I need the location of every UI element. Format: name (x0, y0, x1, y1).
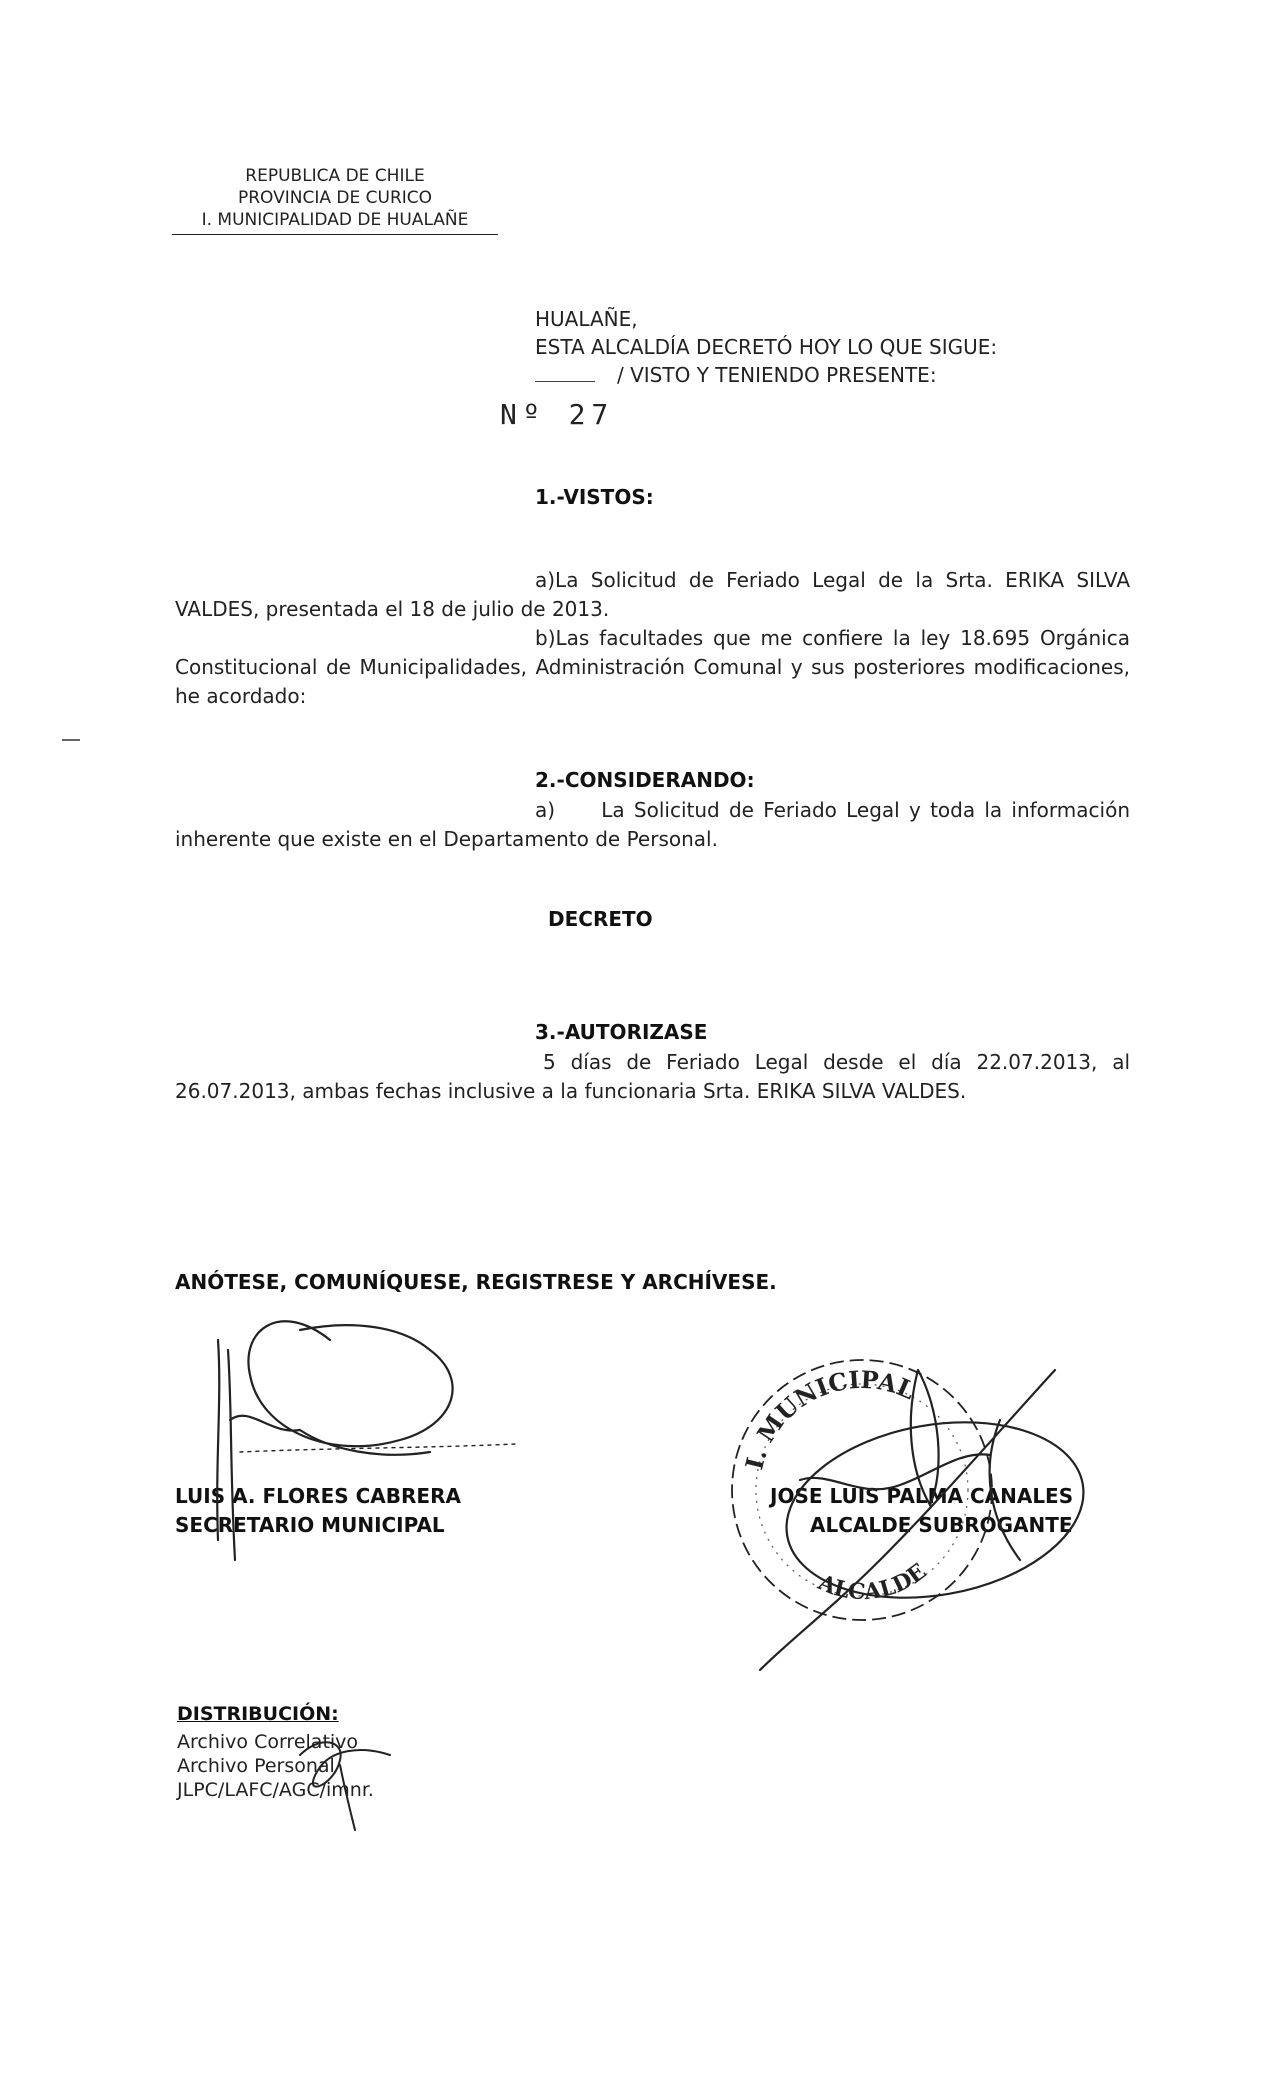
left-signatory-title: SECRETARIO MUNICIPAL (175, 1513, 445, 1537)
autorizase-text-start: 5 días de Feriado Legal desde el día 22.07.2013, al (543, 1050, 1130, 1074)
decree-number: Nº 27 (500, 398, 615, 431)
distribution-item: Archivo Correlativo (177, 1731, 359, 1753)
autorizase-heading: 3.-AUTORIZASE (535, 1020, 708, 1044)
vistos-b-paragraph (175, 624, 1130, 711)
left-signatory (175, 1482, 461, 1540)
left-signatory-name: LUIS A. FLORES CABRERA (175, 1484, 461, 1508)
visto-text: / VISTO Y TENIENDO PRESENTE: (617, 363, 937, 387)
blank-line (535, 381, 595, 382)
vistos-a-paragraph (175, 566, 1130, 624)
stamp-bottom-text: ALCALDE (814, 1558, 932, 1606)
considerando-a-end: información inherente que existe en el Departamento de Personal. (175, 798, 1130, 851)
letterhead (170, 165, 500, 231)
right-signatory-name: JOSE LUIS PALMA CANALES (770, 1484, 1074, 1508)
autorizase-text-end: 26.07.2013, ambas fechas inclusive a la funcionaria Srta. ERIKA SILVA VALDES. (175, 1079, 967, 1103)
svg-text:I. MUNICIPAL (739, 1365, 919, 1473)
decreto-heading: DECRETO (548, 907, 653, 931)
letterhead-municipality: I. MUNICIPALIDAD DE HUALAÑE (201, 210, 469, 230)
closing-formula: ANÓTESE, COMUNÍQUESE, REGISTRESE Y ARCHÍVESE. (175, 1270, 777, 1294)
letterhead-rule (172, 234, 498, 235)
vistos-b-start: b)Las facultades que me confiere la ley 18.695 (535, 626, 1031, 650)
distribution-item: Archivo Personal (177, 1755, 335, 1777)
svg-text:ALCALDE (813, 1558, 931, 1605)
vistos-heading: 1.-VISTOS: (535, 485, 654, 509)
right-signatory-title: ALCALDE SUBROGANTE (810, 1513, 1073, 1537)
visto-line (535, 361, 997, 389)
vistos-a-end: SILVA VALDES, presentada el 18 de julio de 2013. (175, 568, 1130, 621)
autorizase-paragraph (175, 1048, 1130, 1106)
considerando-paragraph (175, 796, 1130, 854)
vistos-a-start: a)La Solicitud de Feriado Legal de la Srta. ERIKA (535, 568, 1065, 592)
considerando-a-start: a) La Solicitud de Feriado Legal y toda la (535, 798, 1003, 822)
distribution-item: JLPC/LAFC/AGC/imnr. (177, 1779, 374, 1801)
city-line: HUALAÑE, (535, 307, 638, 331)
decree-intro (535, 305, 997, 389)
letterhead-province: PROVINCIA DE CURICO (237, 188, 433, 208)
vistos-b-end: Orgánica Constitucional de Municipalidades, Administración Comunal y sus posteriores modificaciones, he acordado: (175, 626, 1130, 708)
letterhead-country: REPUBLICA DE CHILE (245, 166, 425, 186)
right-signatory (770, 1482, 1073, 1540)
decree-line: ESTA ALCALDÍA DECRETÓ HOY LO QUE SIGUE: (535, 335, 998, 359)
considerando-heading: 2.-CONSIDERANDO: (535, 768, 755, 792)
distribution-title: DISTRIBUCIÓN: (177, 1703, 339, 1725)
stamp-top-text: I. MUNICIPAL (739, 1364, 920, 1473)
